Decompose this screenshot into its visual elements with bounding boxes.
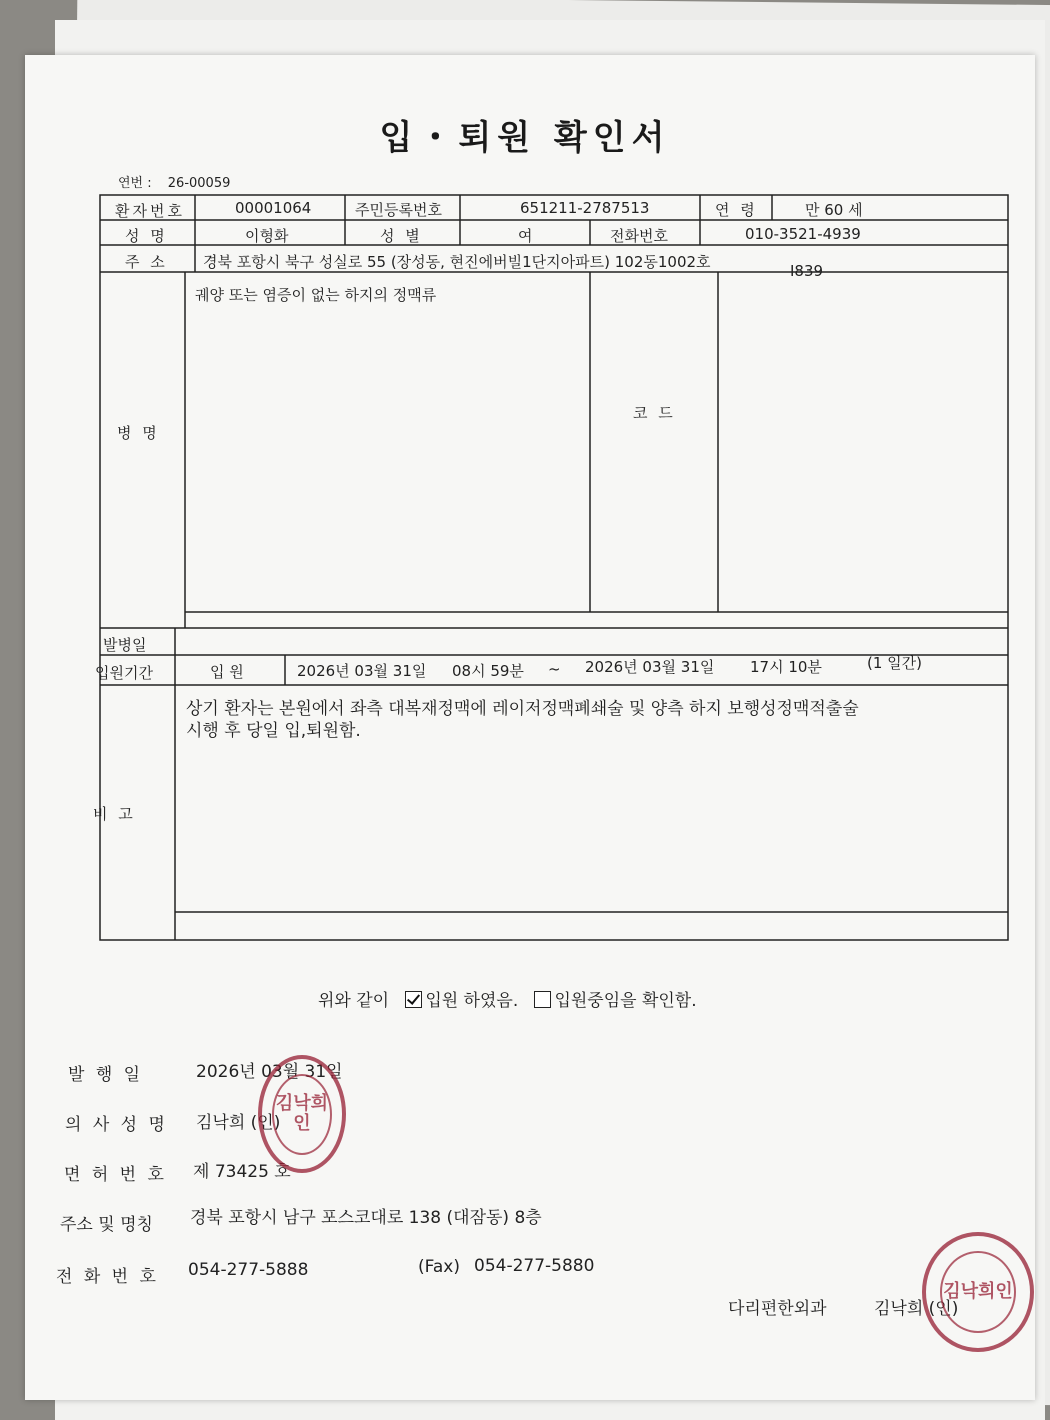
doctor-seal-text: 김낙희인 bbox=[272, 1074, 332, 1155]
clinic-address-label: 주소 및 명칭 bbox=[60, 1215, 153, 1235]
clinic-seal-text: 김낙희인 bbox=[940, 1251, 1017, 1333]
admitted-checkbox[interactable] bbox=[405, 991, 422, 1008]
in-hospital-checkbox[interactable] bbox=[534, 991, 551, 1008]
patient-no-label: 환자번호 bbox=[115, 202, 185, 220]
clinic-phone-label: 전 화 번 호 bbox=[56, 1267, 159, 1287]
doctor-name: 김낙희 (인) bbox=[196, 1113, 281, 1133]
phone-value: 010-3521-4939 bbox=[745, 225, 861, 243]
patient-no-value: 00001064 bbox=[235, 199, 312, 217]
diagnosis-label: 병 명 bbox=[117, 424, 160, 442]
admission-label: 입원기간 bbox=[95, 664, 153, 682]
rrn-label: 주민등록번호 bbox=[355, 201, 442, 219]
code-label: 코 드 bbox=[633, 404, 676, 422]
phone-label: 전화번호 bbox=[610, 227, 668, 245]
admission-separator: ~ bbox=[548, 660, 561, 678]
fax-value: 054-277-5880 bbox=[474, 1256, 595, 1276]
issue-date-label: 발 행 일 bbox=[68, 1065, 144, 1085]
license-label: 면 허 번 호 bbox=[64, 1165, 167, 1185]
fax-label: (Fax) bbox=[418, 1257, 460, 1277]
diagnosis-text: 궤양 또는 염증이 없는 하지의 정맥류 bbox=[195, 286, 437, 304]
confirmation-prefix: 위와 같이 bbox=[318, 991, 390, 1011]
remarks-line-1: 상기 환자는 본원에서 좌측 대복재정맥에 레이저정맥폐쇄술 및 양측 하지 보행성정맥적출술 bbox=[186, 699, 859, 719]
clinic-seal-stamp bbox=[922, 1232, 1034, 1352]
onset-label: 발병일 bbox=[103, 636, 147, 654]
address-value: 경북 포항시 북구 성실로 55 (장성동, 현진에버빌1단지아파트) 102동1002호 bbox=[203, 253, 711, 271]
age-label: 연 령 bbox=[715, 201, 758, 219]
issue-date-value: 2026년 03월 31일 bbox=[196, 1062, 343, 1082]
doctor-label: 의 사 성 명 bbox=[65, 1115, 168, 1135]
name-label: 성 명 bbox=[125, 227, 168, 245]
document-title: 입・퇴원 확인서 bbox=[379, 118, 671, 158]
admission-type: 입 원 bbox=[210, 663, 244, 681]
remarks-label: 비 고 bbox=[93, 805, 136, 823]
doctor-seal-stamp bbox=[258, 1055, 346, 1173]
rrn-value: 651211-2787513 bbox=[520, 199, 650, 217]
confirmation-line bbox=[318, 986, 697, 1011]
in-hospital-option-label: 입원중임을 확인함. bbox=[554, 991, 697, 1011]
admission-end-time: 17시 10분 bbox=[750, 658, 822, 676]
admitted-option-label: 입원 하였음. bbox=[425, 991, 519, 1011]
admission-start-time: 08시 59분 bbox=[452, 662, 524, 680]
clinic-address-value: 경북 포항시 남구 포스코대로 138 (대잠동) 8층 bbox=[190, 1208, 542, 1228]
remarks-line-2: 시행 후 당일 입,퇴원함. bbox=[186, 721, 361, 741]
code-value: I839 bbox=[790, 262, 824, 280]
license-value: 제 73425 호 bbox=[193, 1162, 291, 1182]
serial-label: 연번 : bbox=[118, 176, 152, 191]
admission-duration: (1 일간) bbox=[867, 654, 922, 672]
sex-label: 성 별 bbox=[380, 227, 423, 245]
admission-end-date: 2026년 03월 31일 bbox=[585, 658, 715, 676]
name-value: 이형화 bbox=[245, 227, 289, 245]
admission-start-date: 2026년 03월 31일 bbox=[297, 662, 427, 680]
sex-value: 여 bbox=[518, 227, 533, 245]
clinic-phone-value: 054-277-5888 bbox=[188, 1260, 309, 1280]
table-border bbox=[100, 195, 1008, 940]
age-value: 만 60 세 bbox=[805, 201, 863, 219]
serial-value: 26-00059 bbox=[167, 176, 231, 191]
director-name: 김낙희 (인) bbox=[874, 1299, 959, 1319]
address-label: 주 소 bbox=[125, 253, 168, 271]
clinic-name: 다리편한외과 bbox=[728, 1299, 827, 1319]
